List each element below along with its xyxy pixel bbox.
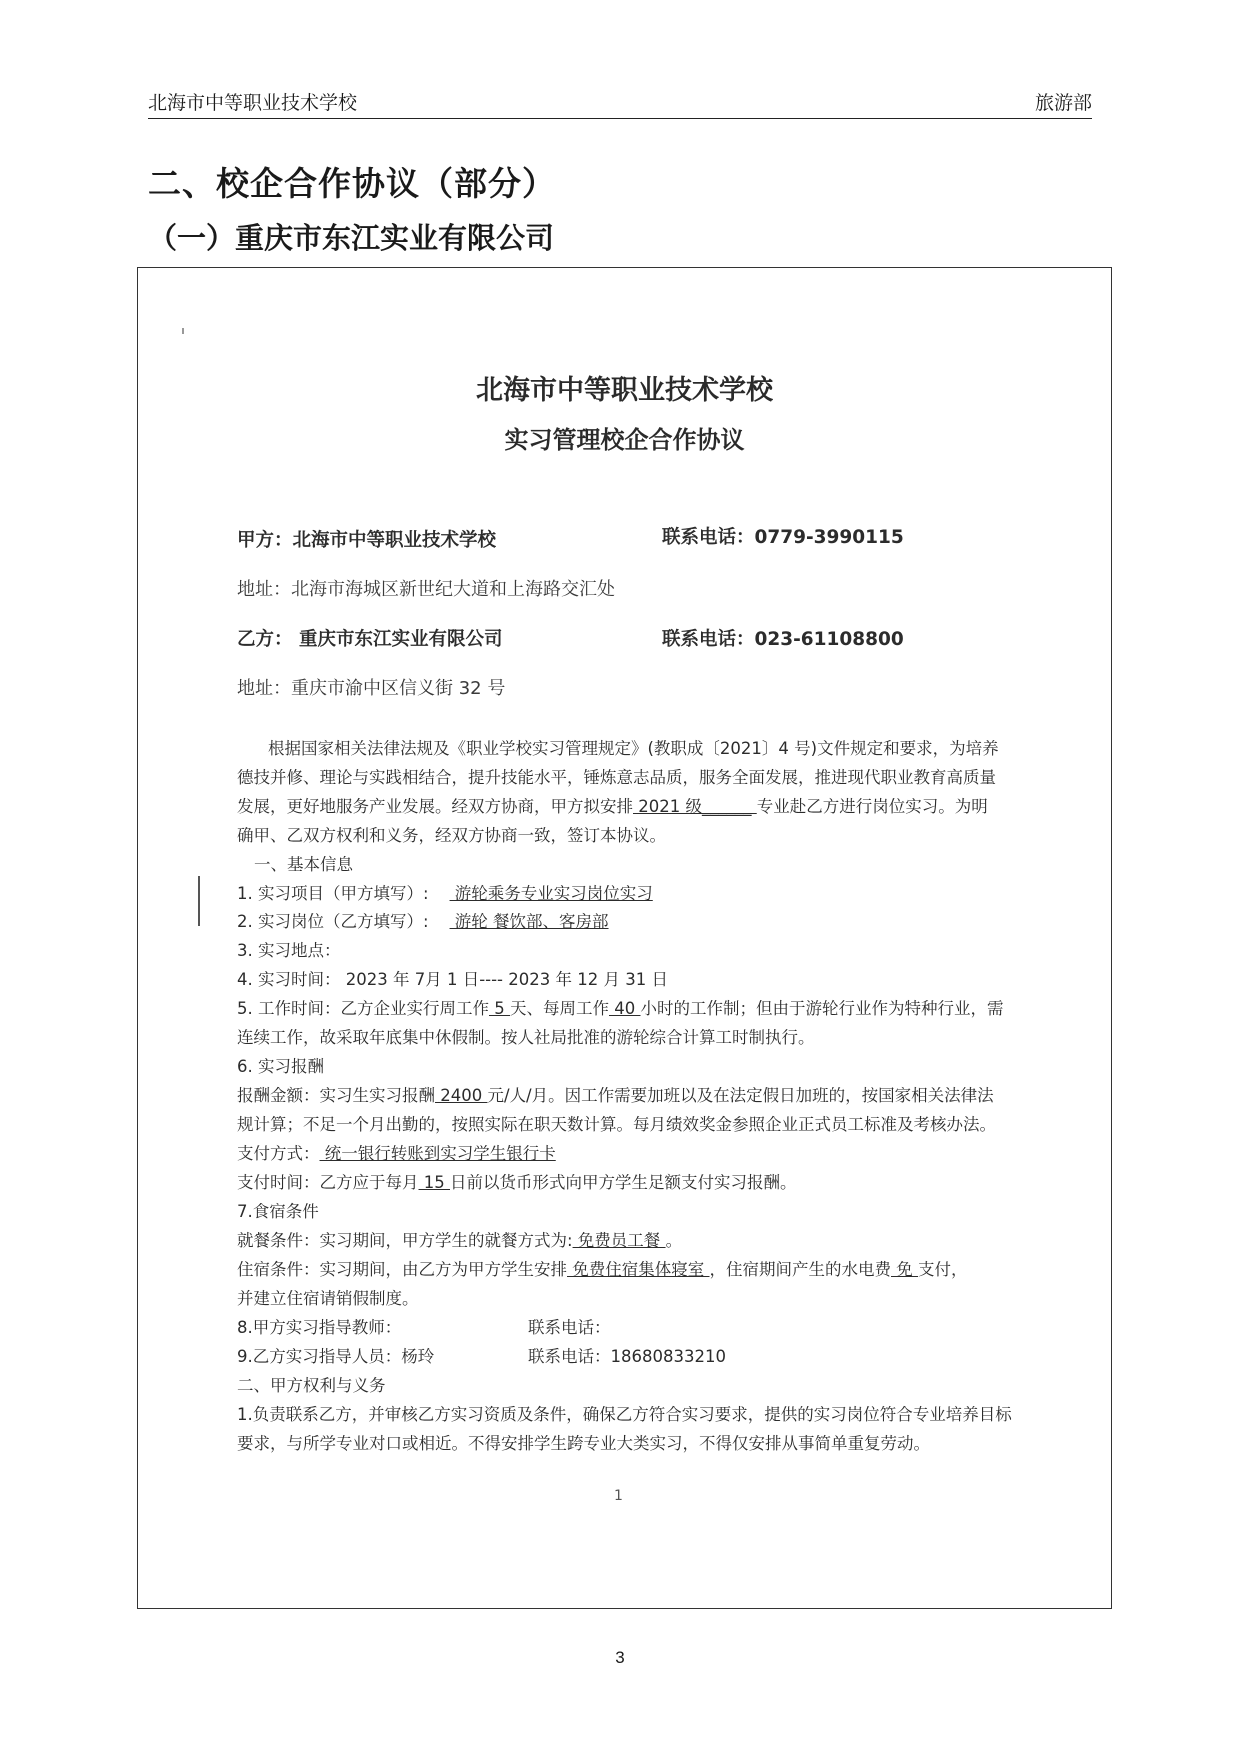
rights-line: 1.负责联系乙方，并审核乙方实习资质及条件，确保乙方符合实习要求，提供的实习岗位符合专业培养目标	[237, 1405, 1012, 1424]
header-school-name: 北海市中等职业技术学校	[148, 92, 358, 114]
header-department: 旅游部	[1034, 92, 1092, 114]
item-position: 2. 实习岗位（乙方填写）: 游轮 餐饮部、客房部	[237, 912, 609, 931]
item-pay-heading: 6. 实习报酬	[237, 1057, 324, 1076]
item-project: 1. 实习项目（甲方填写）: 游轮乘务专业实习岗位实习	[237, 884, 653, 903]
party-b: 乙方： 重庆市东江实业有限公司	[237, 629, 503, 650]
scanned-agreement	[137, 267, 1112, 1609]
rights-line: 要求，与所学专业对口或相近。不得安排学生跨专业大类实习，不得仅安排从事简单重复劳动。	[237, 1434, 930, 1453]
preamble-line: 德技并修、理论与实践相结合，提升技能水平，锤炼意志品质，服务全面发展，推进现代职业教育高质量	[237, 768, 996, 787]
party-a-instructor: 8.甲方实习指导教师：	[237, 1318, 402, 1337]
agreement-subtitle: 实习管理校企合作协议	[504, 426, 745, 454]
agreement-title: 北海市中等职业技术学校	[476, 375, 773, 406]
item-work-hours-cont: 连续工作，故采取年底集中休假制。按人社局批准的游轮综合计算工时制执行。	[237, 1028, 815, 1047]
item-period: 4. 实习时间： 2023 年 7月 1 日---- 2023 年 12 月 31 日	[237, 970, 668, 989]
item-work-hours: 5. 工作时间：乙方企业实行周工作 5 天、每周工作 40 小时的工作制；但由于游轮行业作为特种行业，需	[237, 999, 1004, 1018]
preamble-line: 确甲、乙双方权利和义务，经双方协商一致，签订本协议。	[237, 826, 666, 845]
party-b-instructor: 9.乙方实习指导人员：杨玲	[237, 1347, 435, 1366]
party-a-phone: 联系电话：0779-3990115	[662, 527, 904, 548]
section-title: 二、校企合作协议（部分）	[148, 164, 556, 203]
scan-artifact-mark	[198, 876, 200, 926]
party-a-instructor-phone: 联系电话：	[528, 1318, 611, 1337]
preamble-line: 发展，更好地服务产业发展。经双方协商，甲方拟安排 2021 级______ 专业赴乙方进行岗位实习。为明	[237, 797, 988, 816]
meal-condition: 就餐条件：实习期间，甲方学生的就餐方式为: 免费员工餐 。	[237, 1231, 683, 1250]
party-b-phone: 联系电话：023-61108800	[662, 629, 904, 650]
party-a-address: 地址：北海市海城区新世纪大道和上海路交汇处	[237, 579, 615, 600]
pay-time: 支付时间：乙方应于每月 15 日前以货币形式向甲方学生足额支付实习报酬。	[237, 1173, 797, 1192]
party-a: 甲方：北海市中等职业技术学校	[237, 530, 497, 551]
dorm-condition-cont: 并建立住宿请销假制度。	[237, 1289, 419, 1308]
party-b-instructor-phone: 联系电话：18680833210	[528, 1347, 726, 1366]
pay-amount-cont: 规计算；不足一个月出勤的，按照实际在职天数计算。每月绩效奖金参照企业正式员工标准及考核办法。	[237, 1115, 996, 1134]
section-party-a-rights: 二、甲方权利与义务	[237, 1376, 386, 1395]
pay-method: 支付方式： 统一银行转账到实习学生银行卡	[237, 1144, 556, 1163]
section-basic-info: 一、基本信息	[254, 855, 353, 874]
page-number: 3	[615, 1648, 625, 1667]
preamble-line: 根据国家相关法律法规及《职业学校实习管理规定》(教职成〔2021〕4 号)文件规定和要求，为培养	[268, 739, 999, 758]
party-b-address: 地址：重庆市渝中区信义街 32 号	[237, 678, 506, 699]
page-header	[148, 86, 1092, 119]
pay-amount: 报酬金额：实习生实习报酬 2400 元/人/月。因工作需要加班以及在法定假日加班的，按国家相关法律法	[237, 1086, 994, 1105]
scan-artifact-dot	[182, 328, 184, 334]
subsection-title: （一）重庆市东江实业有限公司	[148, 221, 555, 255]
item-location: 3. 实习地点：	[237, 941, 341, 960]
scan-page-number: 1	[614, 1488, 623, 1504]
item-board-heading: 7.食宿条件	[237, 1202, 319, 1221]
dorm-condition: 住宿条件：实习期间，由乙方为甲方学生安排 免费住宿集体寝室 ，住宿期间产生的水电费 免 支付，	[237, 1260, 968, 1279]
